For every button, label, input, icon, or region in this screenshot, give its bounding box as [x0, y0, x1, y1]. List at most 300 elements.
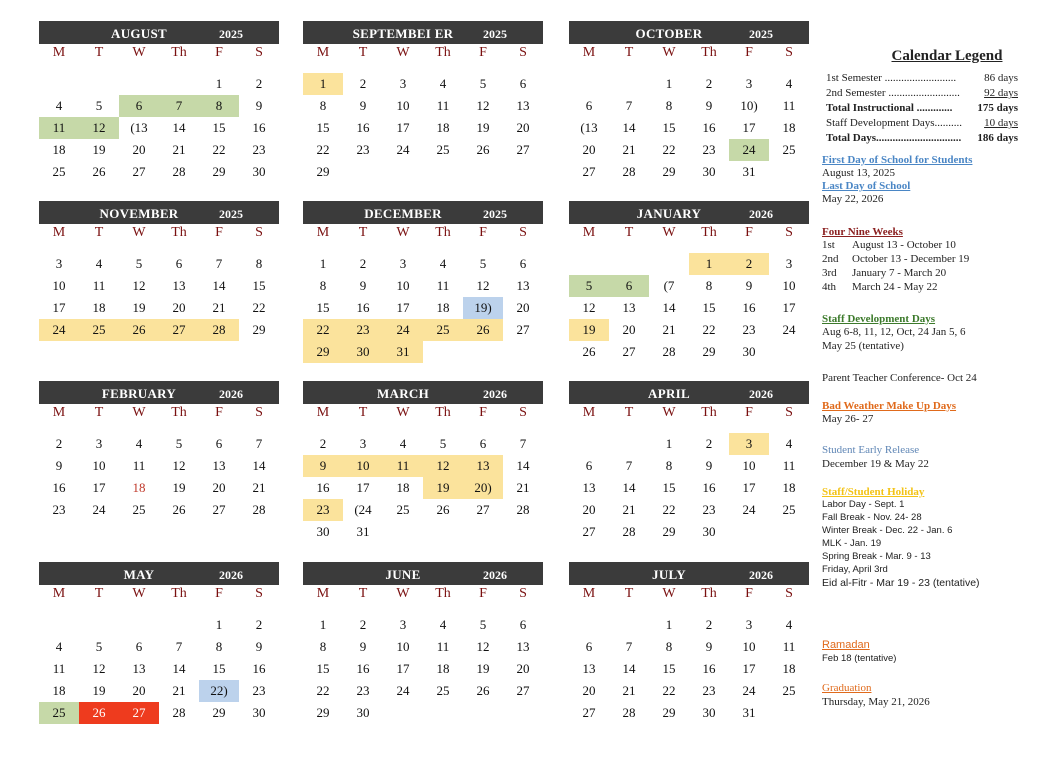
empty-cell [79, 73, 119, 95]
day-cell: 17 [396, 300, 410, 315]
day-cell: 27 [212, 502, 226, 517]
weekday-label: Th [701, 405, 717, 420]
day-cell: 4 [439, 256, 447, 271]
day-cell: 7 [625, 639, 633, 654]
empty-cell [159, 614, 199, 636]
day-cell: 9 [705, 98, 713, 113]
day-cell: 22 [316, 683, 330, 698]
day-cell: 25 [782, 683, 796, 698]
day-cell: 31 [742, 705, 756, 720]
day-cell: 12 [476, 98, 490, 113]
day-cell: 26 [92, 164, 106, 179]
nine-weeks-range: January 7 - March 20 [852, 267, 947, 279]
day-cell: 22 [662, 683, 676, 698]
day-cell: 23 [702, 502, 716, 517]
weekday-label: M [316, 586, 330, 601]
day-cell: 18 [782, 120, 796, 135]
weekday-label: F [479, 225, 487, 240]
weekday-label: M [52, 586, 66, 601]
weekday-header [39, 224, 279, 242]
nine-weeks-range: March 24 - May 22 [852, 281, 938, 293]
day-cell: 11 [782, 458, 796, 473]
empty-cell [383, 161, 423, 183]
month-year: 2026 [219, 568, 243, 582]
empty-cell [503, 521, 543, 543]
day-cell: 1 [303, 73, 343, 95]
day-cell: 2 [359, 76, 367, 91]
day-cell: 18 [782, 480, 796, 495]
calendar-legend [822, 48, 1052, 708]
day-cell: 1 [665, 436, 673, 451]
empty-cell [463, 341, 503, 363]
day-cell: 20 [516, 300, 530, 315]
day-cell: 29 [252, 322, 266, 337]
day-cell: 4 [95, 256, 103, 271]
day-cell: 23 [702, 142, 716, 157]
day-cell: 29 [316, 705, 330, 720]
day-cell: 25 [436, 683, 450, 698]
day-cell: 21 [172, 683, 186, 698]
day-cell: 1 [215, 617, 223, 632]
day-cell: 15 [662, 480, 676, 495]
month-apr [569, 381, 809, 543]
weekday-label: Th [171, 405, 187, 420]
semester-row [826, 86, 1018, 101]
day-cell: 4 [439, 76, 447, 91]
day-cell: 12 [476, 278, 490, 293]
month-year: 2026 [749, 387, 773, 401]
weekday-label: M [582, 586, 596, 601]
month-name: OCTOBER [635, 26, 703, 41]
day-cell: 23 [356, 142, 370, 157]
day-cell: 7 [519, 436, 527, 451]
day-cell: 15 [316, 300, 330, 315]
weekday-label: M [316, 405, 330, 420]
day-cell: 4 [785, 436, 793, 451]
day-cell: 16 [702, 120, 716, 135]
weekday-label: M [52, 225, 66, 240]
day-cell: 24 [396, 142, 410, 157]
day-cell: 9 [705, 458, 713, 473]
day-cell: 8 [665, 458, 673, 473]
day-cell: 8 [665, 98, 673, 113]
empty-cell [569, 73, 609, 95]
day-cell: 31 [742, 164, 756, 179]
day-cell: 20 [582, 142, 596, 157]
nine-weeks-range: August 13 - October 10 [852, 239, 956, 251]
day-cell: 6 [609, 275, 649, 297]
day-cell: 18 [396, 480, 410, 495]
early-release-heading: Student Early Release [822, 444, 920, 456]
day-grid [303, 73, 543, 183]
month-name: APRIL [648, 386, 690, 401]
day-cell: 26 [476, 142, 490, 157]
day-grid [569, 253, 809, 363]
day-cell: 17 [742, 480, 756, 495]
semester-label: 2nd Semester .......................... [826, 87, 960, 99]
day-cell: 2 [359, 256, 367, 271]
empty-cell [423, 521, 463, 543]
month-name: JULY [652, 567, 686, 582]
day-cell: 24 [742, 683, 756, 698]
day-cell: 26 [79, 702, 119, 724]
holiday-item: Labor Day - Sept. 1 [822, 499, 905, 510]
day-cell: 26 [172, 502, 186, 517]
nine-weeks-range: October 13 - December 19 [852, 253, 970, 265]
weekday-label: Th [701, 225, 717, 240]
weekday-label: T [94, 45, 104, 60]
month-header [39, 201, 279, 224]
day-cell: 25 [436, 142, 450, 157]
weekday-label: Th [435, 405, 451, 420]
weekday-label: T [94, 225, 104, 240]
month-nov [39, 201, 279, 341]
day-cell: 5 [95, 639, 103, 654]
day-cell: 14 [172, 120, 186, 135]
month-header [569, 381, 809, 404]
day-cell: 28 [622, 524, 636, 539]
day-cell: 9 [359, 639, 367, 654]
weekday-label: M [582, 225, 596, 240]
day-cell: 7 [159, 95, 199, 117]
day-cell: 20 [132, 683, 146, 698]
day-cell: 14 [516, 458, 530, 473]
day-cell: 30 [316, 524, 330, 539]
month-header [303, 562, 543, 585]
day-cell: 13 [622, 300, 636, 315]
month-year: 2026 [749, 568, 773, 582]
weekday-label: W [132, 405, 146, 420]
day-cell: 30 [343, 341, 383, 363]
day-cell: 28 [172, 705, 186, 720]
day-cell: 24 [729, 139, 769, 161]
empty-cell [609, 614, 649, 636]
day-cell: 2 [55, 436, 63, 451]
day-cell: 10 [343, 455, 383, 477]
weekday-label: T [358, 586, 368, 601]
nine-weeks-row [822, 252, 1052, 266]
day-cell: 5 [135, 256, 143, 271]
weekday-label: W [132, 225, 146, 240]
day-cell: 20 [516, 661, 530, 676]
day-cell: 23 [252, 142, 266, 157]
day-cell: 29 [303, 341, 343, 363]
day-cell: 19 [132, 300, 146, 315]
weekday-header [569, 404, 809, 422]
day-cell: 22 [662, 142, 676, 157]
day-cell: 26 [436, 502, 450, 517]
day-cell: 22 [702, 322, 716, 337]
day-cell: 23 [252, 683, 266, 698]
semester-row [826, 131, 1018, 146]
weekday-header [39, 585, 279, 603]
month-jul [569, 562, 809, 724]
staff-dev-line: May 25 (tentative) [822, 340, 904, 352]
day-cell: 21 [622, 502, 636, 517]
day-cell: 17 [52, 300, 66, 315]
first-day-date: August 13, 2025 [822, 167, 896, 179]
day-cell: 2 [729, 253, 769, 275]
day-cell: 14 [662, 300, 676, 315]
day-cell: 14 [622, 480, 636, 495]
month-year: 2025 [749, 27, 773, 41]
day-cell: 18 [52, 683, 66, 698]
day-cell: 17 [782, 300, 796, 315]
day-cell: 10 [92, 458, 106, 473]
day-cell: 21 [252, 480, 266, 495]
semester-label: Total Days............................... [826, 132, 962, 144]
day-cell: 18 [436, 300, 450, 315]
weekday-label: F [745, 45, 753, 60]
day-cell: 18 [436, 661, 450, 676]
month-name: FEBRUARY [101, 386, 177, 401]
month-name: JUNE [385, 567, 421, 582]
weekday-label: S [519, 405, 527, 420]
day-cell: 16 [52, 480, 66, 495]
day-cell: 8 [319, 278, 327, 293]
day-cell: 23 [343, 319, 383, 341]
month-header [39, 562, 279, 585]
day-cell: 1 [319, 256, 327, 271]
day-cell: 20 [212, 480, 226, 495]
month-name: NOVEMBER [99, 206, 179, 221]
day-cell: 24 [383, 319, 423, 341]
day-cell: 17 [396, 661, 410, 676]
empty-cell [769, 702, 809, 724]
day-grid [303, 433, 543, 543]
weekday-label: F [745, 225, 753, 240]
empty-cell [39, 614, 79, 636]
weekday-label: S [785, 225, 793, 240]
day-cell: 6 [519, 617, 527, 632]
day-cell: 20) [463, 477, 503, 499]
day-cell: 10 [782, 278, 796, 293]
day-cell: 2 [255, 617, 263, 632]
weekday-label: S [785, 405, 793, 420]
day-cell: 3 [729, 433, 769, 455]
day-cell: 13 [132, 661, 146, 676]
empty-cell [79, 614, 119, 636]
nine-weeks-heading: Four Nine Weeks [822, 226, 903, 238]
weekday-label: W [132, 586, 146, 601]
weekday-label: W [132, 45, 146, 60]
weekday-header [303, 44, 543, 62]
weekday-header [303, 404, 543, 422]
nine-weeks-row [822, 266, 1052, 280]
day-cell: 25 [396, 502, 410, 517]
day-cell: 8 [705, 278, 713, 293]
day-cell: 8 [319, 98, 327, 113]
day-cell: 21 [622, 142, 636, 157]
day-cell: 6 [585, 98, 593, 113]
weekday-label: M [582, 405, 596, 420]
weekday-label: M [316, 225, 330, 240]
day-cell: 3 [399, 256, 407, 271]
day-cell: 30 [702, 705, 716, 720]
weekday-label: F [215, 225, 223, 240]
day-cell: 22 [303, 319, 343, 341]
month-feb [39, 381, 279, 521]
day-cell: 3 [785, 256, 793, 271]
day-cell: 3 [745, 76, 753, 91]
day-cell: 2 [705, 436, 713, 451]
day-cell: 27 [582, 524, 596, 539]
day-cell: 9 [359, 98, 367, 113]
holiday-item: Spring Break - Mar. 9 - 13 [822, 551, 931, 562]
month-name: AUGUST [111, 26, 167, 41]
month-sep [303, 21, 543, 183]
empty-cell [159, 73, 199, 95]
empty-cell [423, 341, 463, 363]
last-day-date: May 22, 2026 [822, 193, 884, 205]
holiday-item: Winter Break - Dec. 22 - Jan. 6 [822, 525, 953, 536]
empty-cell [609, 253, 649, 275]
empty-cell [503, 161, 543, 183]
day-cell: 16 [252, 661, 266, 676]
day-cell: 7 [625, 98, 633, 113]
weekday-label: W [396, 45, 410, 60]
day-cell: 19 [423, 477, 463, 499]
day-cell: 29 [316, 164, 330, 179]
empty-cell [503, 341, 543, 363]
day-cell: 1 [215, 76, 223, 91]
day-cell: 23 [742, 322, 756, 337]
empty-cell [769, 521, 809, 543]
day-cell: 15 [662, 661, 676, 676]
month-year: 2025 [483, 207, 507, 221]
month-jun [303, 562, 543, 724]
day-cell: 5 [479, 256, 487, 271]
month-year: 2026 [483, 387, 507, 401]
day-cell: 20 [622, 322, 636, 337]
day-cell: 27 [159, 319, 199, 341]
day-cell: 7 [215, 256, 223, 271]
day-cell: 2 [705, 617, 713, 632]
day-cell: 9 [359, 278, 367, 293]
day-cell: 20 [172, 300, 186, 315]
day-cell: 29 [662, 524, 676, 539]
day-cell: 2 [705, 76, 713, 91]
day-cell: 15 [212, 120, 226, 135]
day-cell: 10 [52, 278, 66, 293]
day-cell: 25 [782, 142, 796, 157]
holiday-list [822, 498, 1052, 576]
empty-cell [119, 614, 159, 636]
day-cell: 28 [516, 502, 530, 517]
day-cell: 11 [782, 639, 796, 654]
day-cell: 11 [436, 639, 450, 654]
month-year: 2025 [219, 207, 243, 221]
empty-cell [423, 161, 463, 183]
month-name: DECEMBER [364, 206, 442, 221]
day-cell: 18 [132, 480, 146, 495]
day-grid [569, 614, 809, 724]
staff-dev-heading: Staff Development Days [822, 313, 936, 325]
holiday-heading: Staff/Student Holiday [822, 486, 925, 498]
month-header [569, 21, 809, 44]
weekday-label: Th [171, 45, 187, 60]
month-oct [569, 21, 809, 183]
holiday-section [822, 486, 1052, 590]
month-year: 2025 [219, 27, 243, 41]
weekday-label: W [396, 225, 410, 240]
day-cell: 8 [199, 95, 239, 117]
day-cell: 29 [702, 344, 716, 359]
day-cell: 5 [95, 98, 103, 113]
holiday-item: Fall Break - Nov. 24- 28 [822, 512, 922, 523]
day-cell: 24 [396, 683, 410, 698]
day-cell: 17 [742, 661, 756, 676]
day-cell: 13 [172, 278, 186, 293]
day-cell: 22 [252, 300, 266, 315]
day-cell: 12 [476, 639, 490, 654]
day-cell: 10 [396, 639, 410, 654]
ramadan-heading: Ramadan [822, 639, 870, 651]
month-aug [39, 21, 279, 183]
weekday-header [39, 404, 279, 422]
day-cell: 11 [436, 278, 450, 293]
weekday-label: W [662, 45, 676, 60]
empty-cell [729, 521, 769, 543]
day-cell: 13 [582, 480, 596, 495]
month-header [39, 381, 279, 404]
day-cell: 30 [252, 705, 266, 720]
weekday-header [569, 224, 809, 242]
empty-cell [609, 433, 649, 455]
weekday-label: S [255, 586, 263, 601]
parent-teacher-conference: Parent Teacher Conference- Oct 24 [822, 372, 977, 384]
weekday-label: F [215, 45, 223, 60]
weekday-label: W [662, 405, 676, 420]
day-cell: 5 [175, 436, 183, 451]
weekday-label: M [582, 45, 596, 60]
day-cell: 28 [199, 319, 239, 341]
bad-weather-section [822, 400, 1052, 426]
day-cell: 7 [175, 639, 183, 654]
day-cell: 9 [255, 98, 263, 113]
day-cell: 18 [52, 142, 66, 157]
day-cell: 16 [356, 661, 370, 676]
day-cell: 21 [172, 142, 186, 157]
month-name: MAY [123, 567, 155, 582]
day-cell: 4 [439, 617, 447, 632]
day-cell: 15 [702, 300, 716, 315]
day-cell: 25 [782, 502, 796, 517]
day-cell: 16 [252, 120, 266, 135]
day-cell: 26 [463, 319, 503, 341]
semester-value: 92 days [984, 87, 1018, 99]
day-cell: 1 [665, 617, 673, 632]
ramadan-date: Feb 18 (tentative) [822, 653, 897, 664]
day-cell: 11 [383, 455, 423, 477]
day-cell: 24 [782, 322, 796, 337]
day-cell: 10 [742, 458, 756, 473]
month-header [303, 381, 543, 404]
day-cell: 22 [662, 502, 676, 517]
day-cell: 13 [212, 458, 226, 473]
nine-weeks-row [822, 238, 1052, 252]
day-cell: 17 [92, 480, 106, 495]
day-cell: 29 [212, 164, 226, 179]
weekday-label: S [255, 225, 263, 240]
day-cell: 6 [215, 436, 223, 451]
day-cell: 31 [383, 341, 423, 363]
graduation-section [822, 681, 1052, 709]
day-cell: 6 [585, 458, 593, 473]
day-cell: 27 [622, 344, 636, 359]
day-cell: 11 [782, 98, 796, 113]
weekday-label: F [215, 586, 223, 601]
